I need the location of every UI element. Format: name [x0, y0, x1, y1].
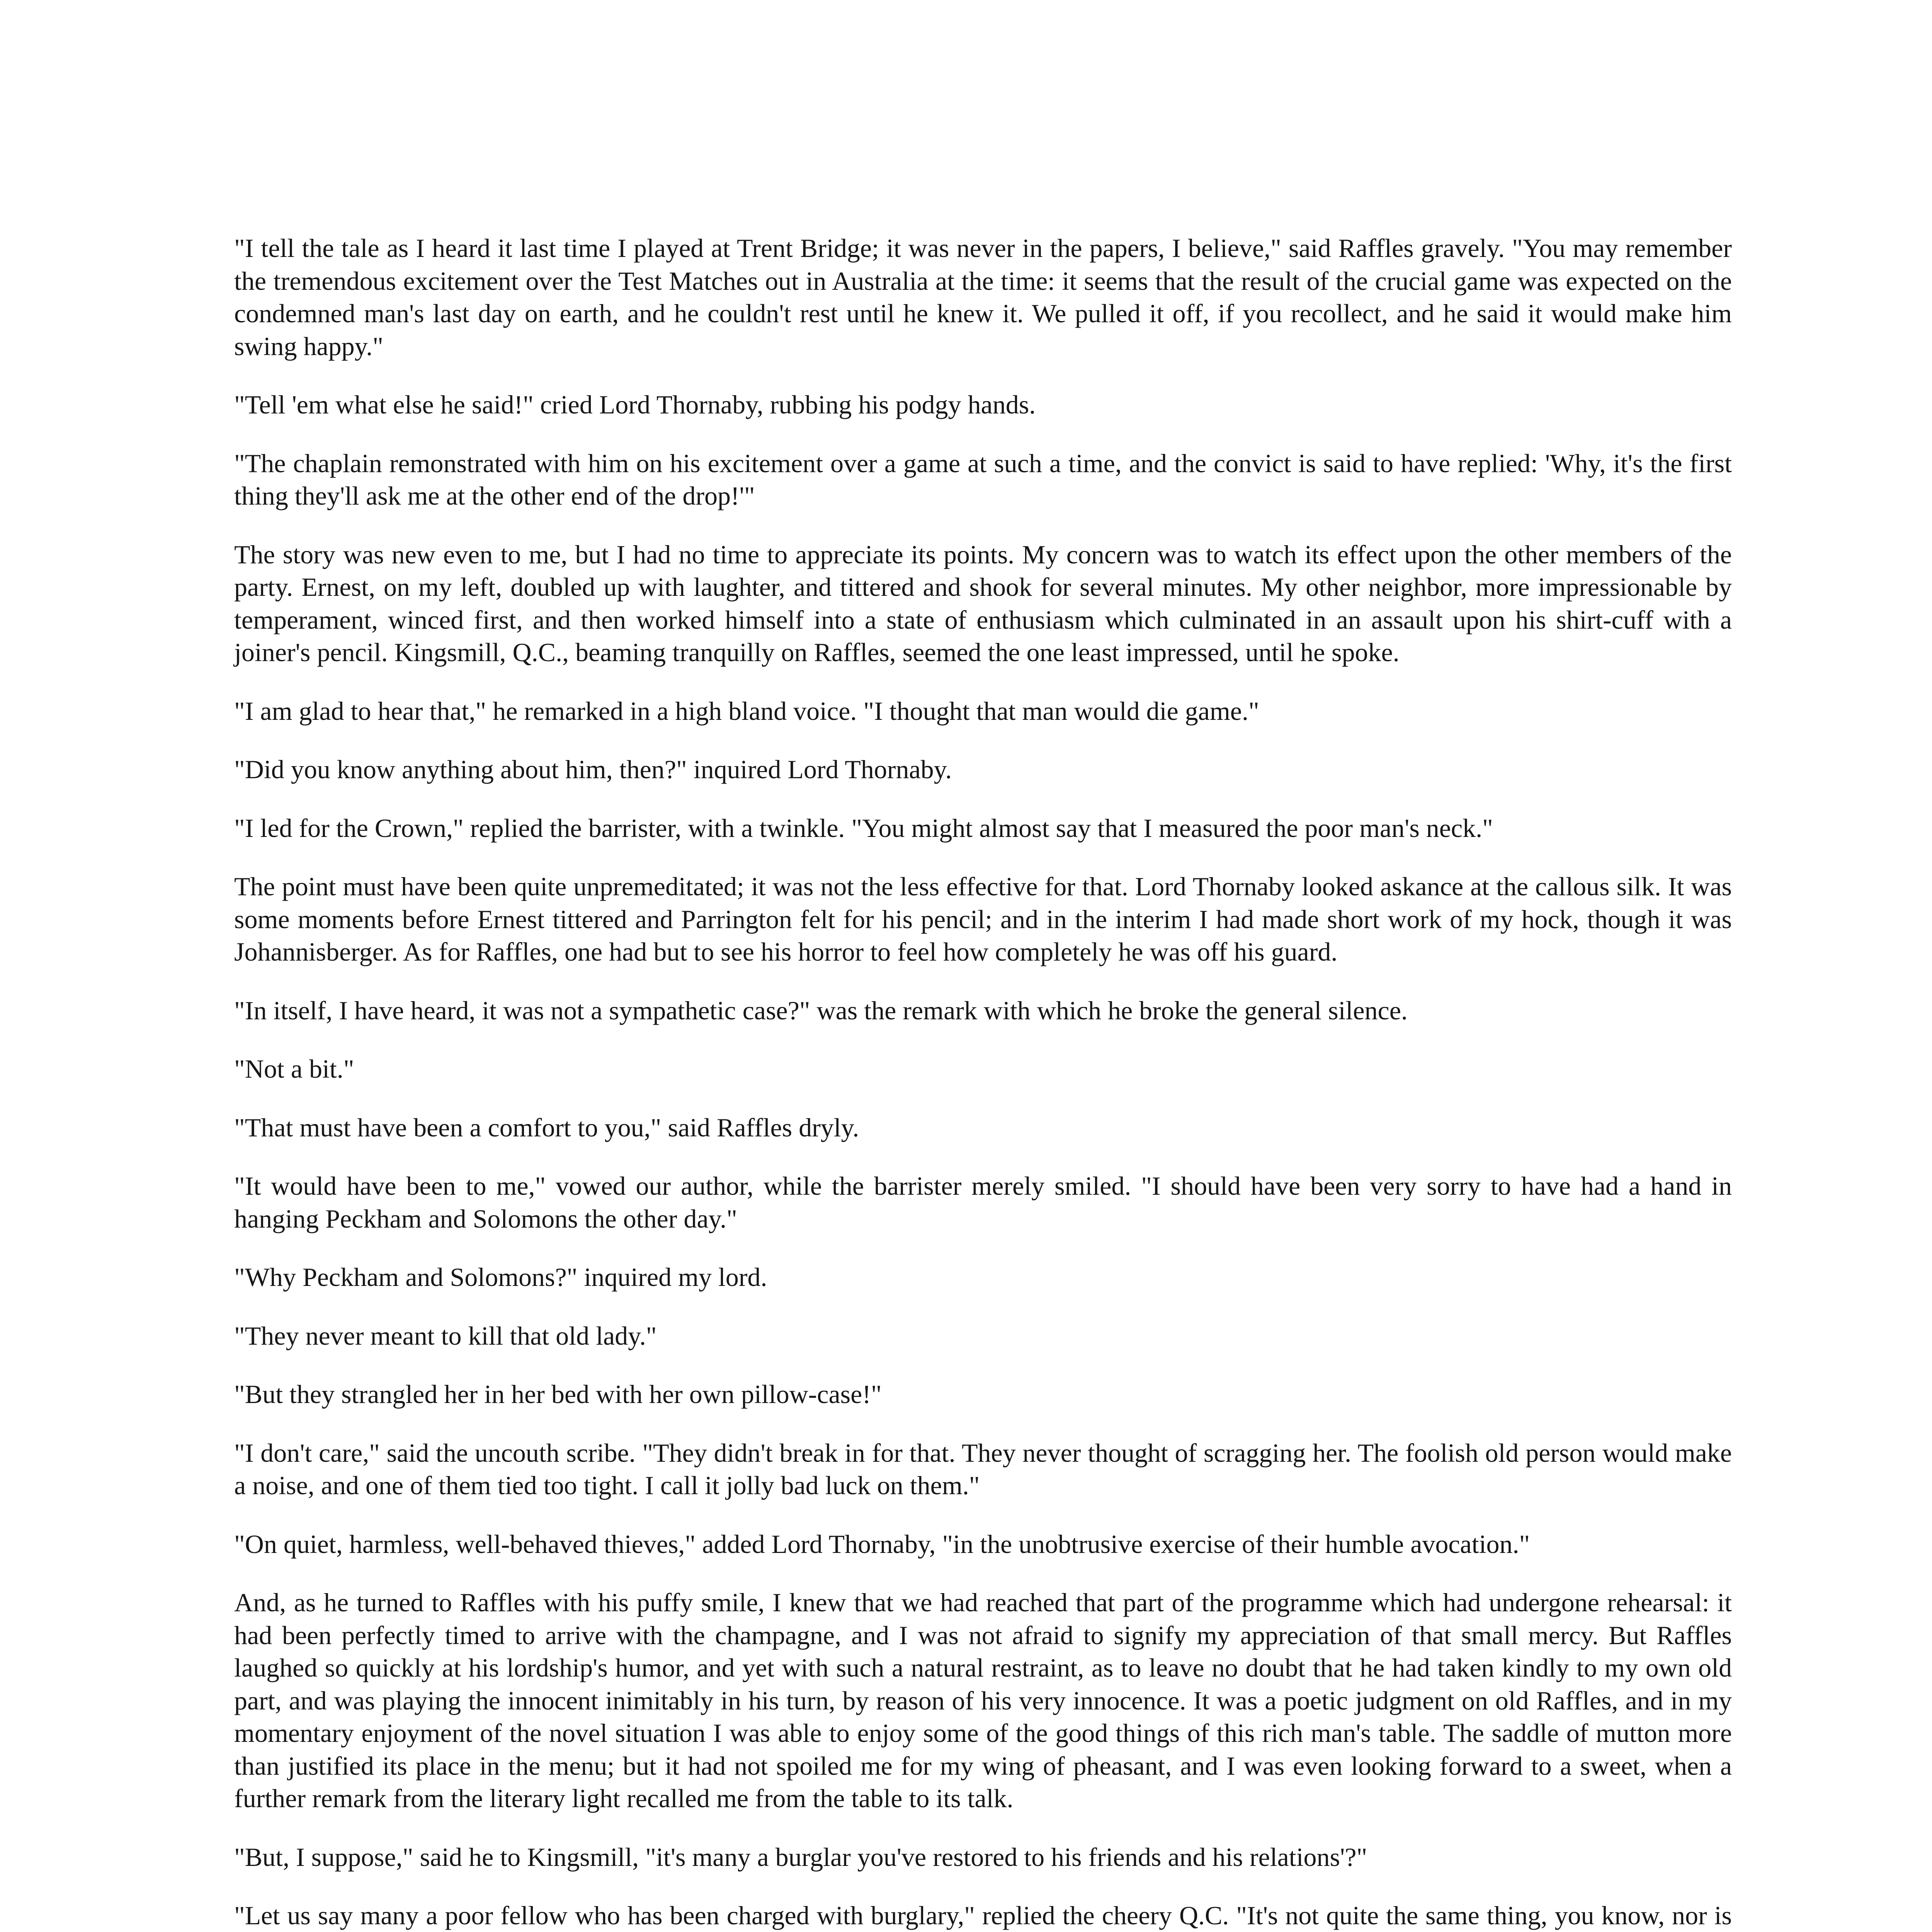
paragraph: "In itself, I have heard, it was not a sympathetic case?" was the remark with which he broke the general silence. — [234, 995, 1408, 1025]
paragraph: "On quiet, harmless, well-behaved thieves," added Lord Thornaby, "in the unobtrusive exercise of their humble avocation." — [234, 1529, 1530, 1559]
paragraph: "The chaplain remonstrated with him on his excitement over a game at such a time, and the convict is said to have replied: 'Why, it's the first thing they'll ask me at the other end of the drop!'" — [234, 448, 1732, 510]
paragraph: "That must have been a comfort to you," said Raffles dryly. — [234, 1112, 859, 1142]
paragraph: "Why Peckham and Solomons?" inquired my lord. — [234, 1262, 767, 1292]
paragraph: "It would have been to me," vowed our author, while the barrister merely smiled. "I should have been very sorry to have had a hand in hanging Peckham and Solomons the other day." — [234, 1171, 1732, 1233]
paragraph: "I am glad to hear that," he remarked in a high bland voice. "I thought that man would die game." — [234, 696, 1259, 726]
paragraph: "Not a bit." — [234, 1054, 354, 1083]
paragraph: And, as he turned to Raffles with his puffy smile, I knew that we had reached that part of the programme which had undergone rehearsal: it had been perfectly timed to arrive with the champagne, and I was not afraid to signify my appreciation of that small mercy. But Raffles laughed so quickly at his lordship's humor, and yet with such a natural restraint, as to leave no doubt that he had taken kindly to my own old part, and was playing the innocent inimitably in his turn, by reason of his very innocence. It was a poetic judgment on old Raffles, and in my momentary enjoyment of the novel situation I was able to enjoy some of the good things of this rich man's table. The saddle of mutton more than justified its place in the menu; but it had not spoiled me for my wing of pheasant, and I was even looking forward to a sweet, when a further remark from the literary light recalled me from the table to its talk. — [234, 1588, 1732, 1813]
paragraph: "I led for the Crown," replied the barrister, with a twinkle. "You might almost say that I measured the poor man's neck." — [234, 813, 1493, 843]
paragraph: "I don't care," said the uncouth scribe. "They didn't break in for that. They never thought of scragging her. The foolish old person would make a noise, and one of them tied too tight. I call it jolly bad luck on them." — [234, 1438, 1732, 1500]
paragraph: "But, I suppose," said he to Kingsmill, "it's many a burglar you've restored to his friends and his relations'?" — [234, 1842, 1367, 1872]
paragraph: "Tell 'em what else he said!" cried Lord Thornaby, rubbing his podgy hands. — [234, 390, 1036, 419]
paragraph: "But they strangled her in her bed with her own pillow-case!" — [234, 1379, 882, 1409]
paragraph: The point must have been quite unpremeditated; it was not the less effective for that. Lord Thornaby looked askance at the callous silk. It was some moments before Ernest tittered and Parrington felt for his pencil; and in the interim I had made short work of my hock, though it was Johannisberger. As for Raffles, one had but to see his horror to feel how completely he was off his guard. — [234, 872, 1732, 966]
paragraph: "I tell the tale as I heard it last time I played at Trent Bridge; it was never in the papers, I believe," said Raffles gravely. "You may remember the tremendous excitement over the Test Matches out in Australia at the time: it seems that the result of the crucial game was expected on the condemned man's last day on earth, and he couldn't rest until he knew it. We pulled it off, if you recollect, and he said it would make him swing happy." — [234, 233, 1732, 361]
paragraph: "Did you know anything about him, then?" inquired Lord Thornaby. — [234, 755, 952, 784]
body-text — [234, 232, 1732, 1932]
paragraph: The story was new even to me, but I had no time to appreciate its points. My concern was to watch its effect upon the other members of the party. Ernest, on my left, doubled up with laughter, and tittered and shook for several minutes. My other neighbor, more impressionable by temperament, winced first, and then worked himself into a state of enthusiasm which culminated in an assault upon his shirt-cuff with a joiner's pencil. Kingsmill, Q.C., beaming tranquilly on Raffles, seemed the one least impressed, until he spoke. — [234, 539, 1732, 667]
paragraph: "Let us say many a poor fellow who has been charged with burglary," replied the cheery Q.C. "It's not quite the same thing, you know, nor is — [234, 1901, 1732, 1930]
paragraph: "They never meant to kill that old lady." — [234, 1321, 657, 1350]
